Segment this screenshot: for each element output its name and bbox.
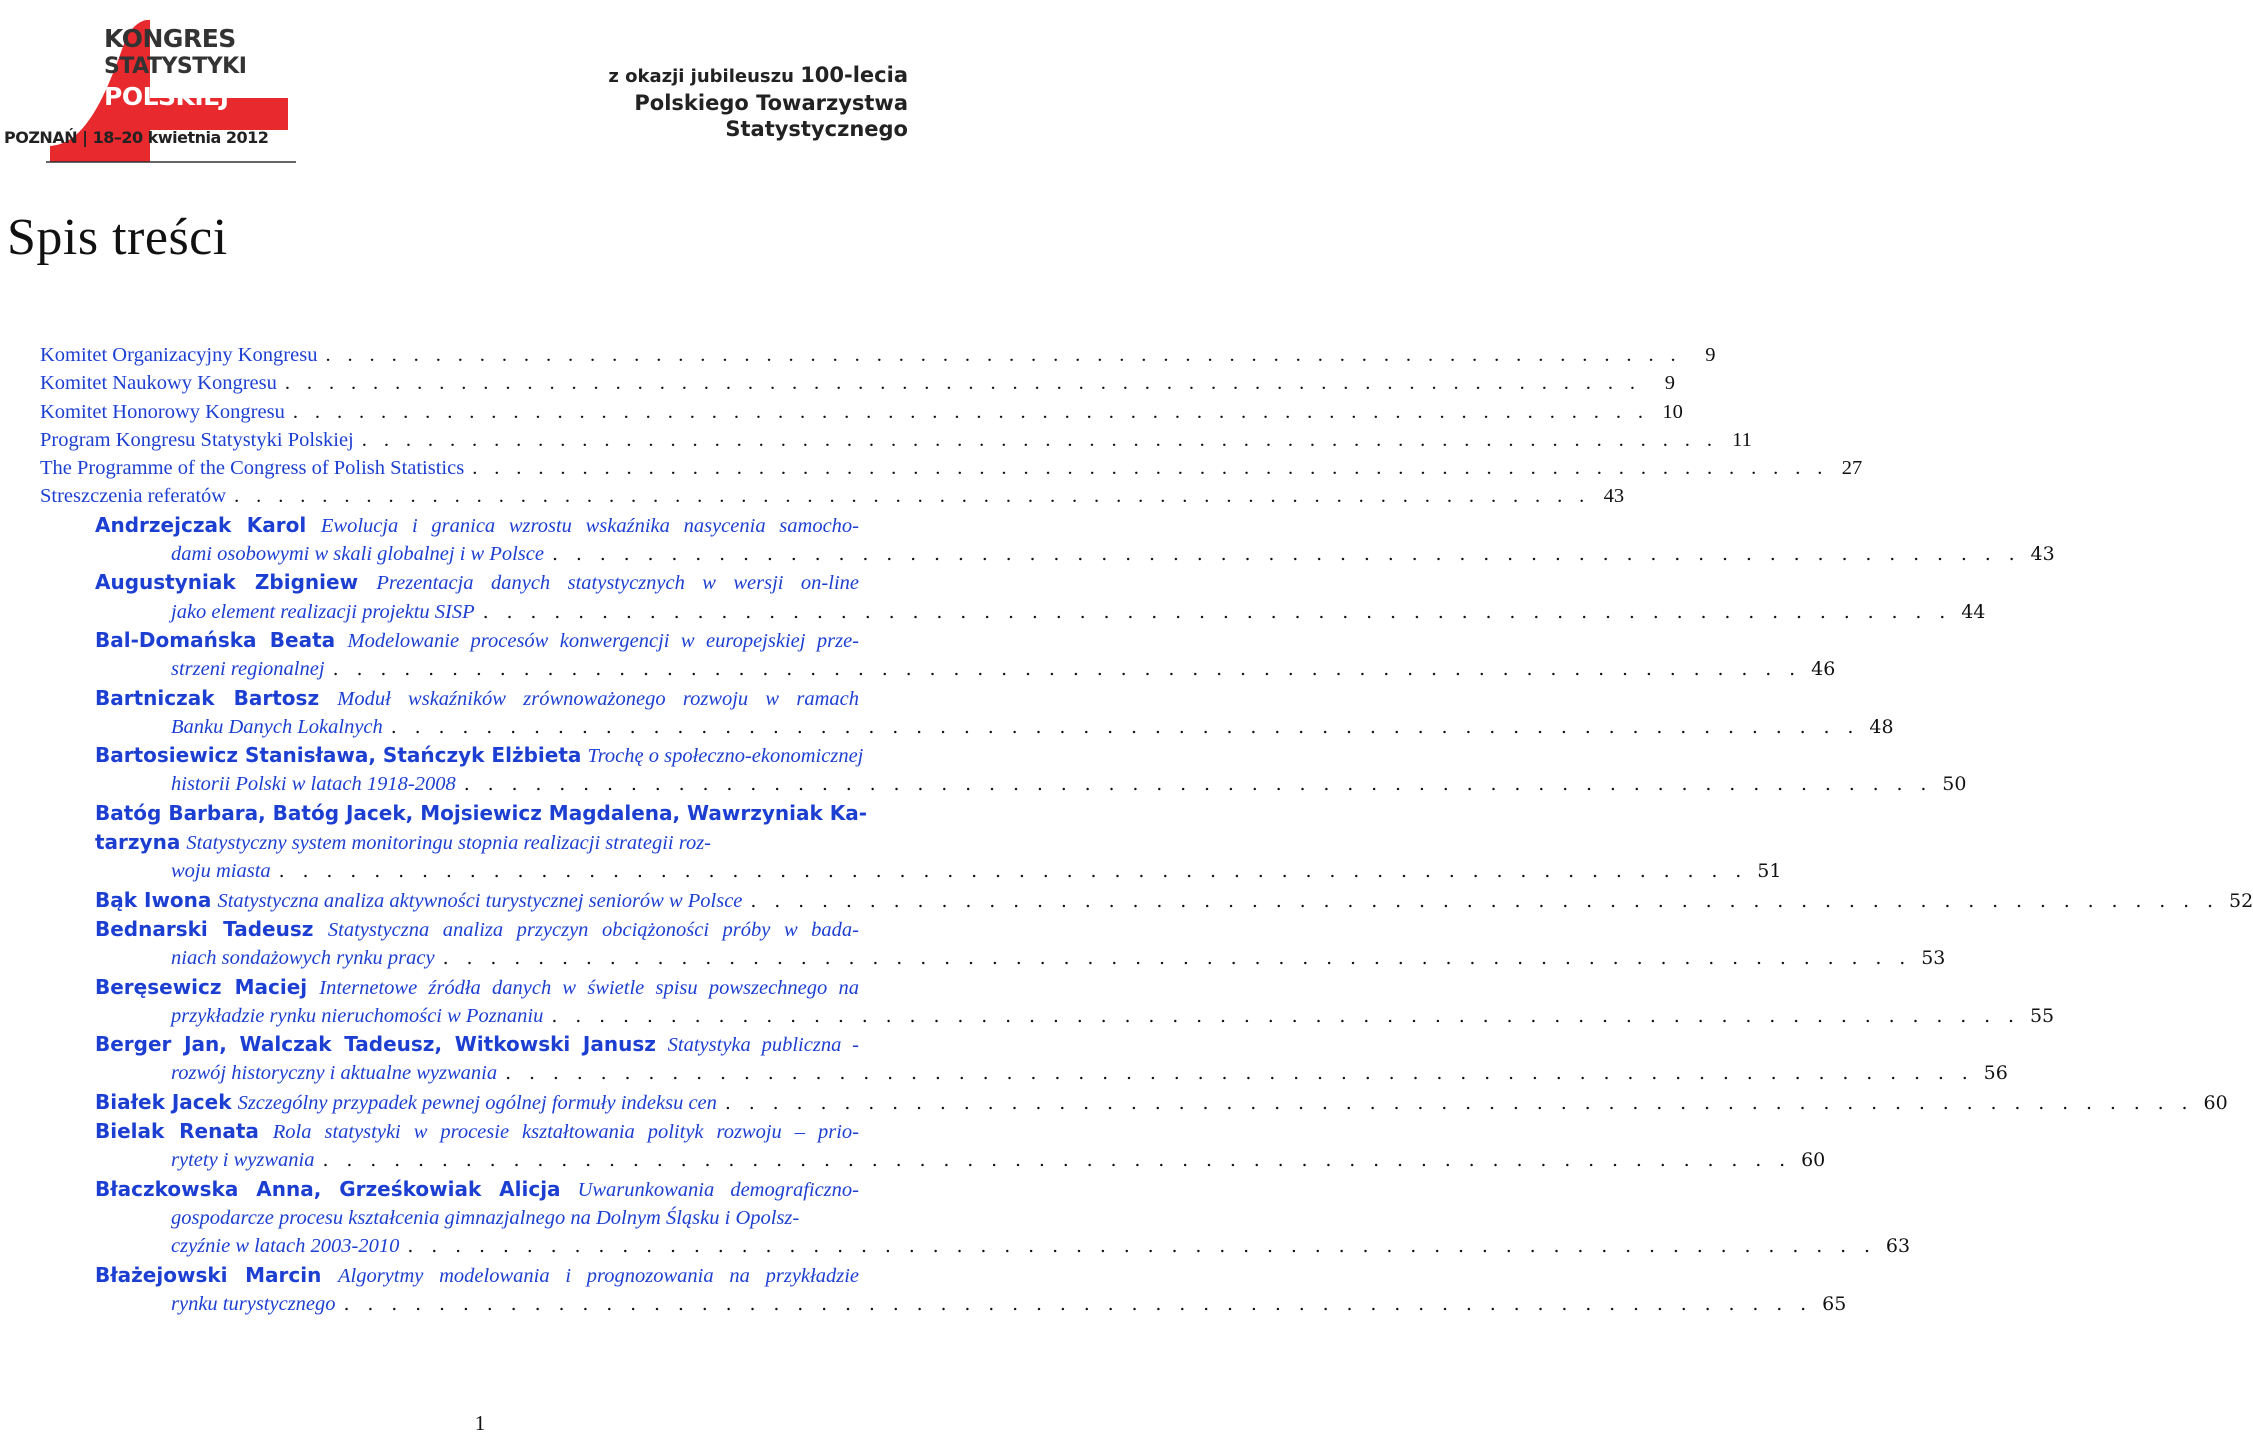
toc-leader-dots: . . . . . . . . . . . . . . . . . . . . . . . . . . . . . . . . . . . . . . . . . . . . . . . . . . . . . . . . . . . . . . xyxy=(724,1091,2194,1114)
toc-page-number: 55 xyxy=(2029,1004,2055,1027)
toc-entry-title[interactable]: Komitet Honorowy Kongresu xyxy=(40,400,285,423)
toc-subentry[interactable] xyxy=(40,1088,2228,1117)
toc-title[interactable]: rozwój historyczny i aktualne wyzwania xyxy=(171,1062,498,1085)
header xyxy=(0,0,960,180)
toc-leader-dots: . . . . . . . . . . . . . . . . . . . . . . . . . . . . . . . . . . . . . . . . . . . . . . . . . . . . . . . . . . . . . . xyxy=(551,1004,2020,1027)
toc-title[interactable]: historii Polski w latach 1918-2008 xyxy=(171,773,456,796)
toc-title[interactable]: woju miasta xyxy=(171,860,271,883)
toc-row xyxy=(95,713,1894,741)
toc-title[interactable]: gospodarcze procesu kształcenia gimnazjalnego na Dolnym Śląsku i Opolsz- xyxy=(171,1206,800,1229)
toc-subentry[interactable] xyxy=(40,568,1986,626)
toc-page-number: 48 xyxy=(1869,715,1894,738)
toc-leader-dots: . . . . . . . . . . . . . . . . . . . . . . . . . . . . . . . . . . . . . . . . . . . . . . . . . . . . . . . . . . . . . . xyxy=(292,400,1649,423)
toc-row xyxy=(95,540,2055,568)
toc-row xyxy=(95,770,1967,798)
toc-row xyxy=(95,598,1986,626)
toc-page-number: 10 xyxy=(1662,400,1683,423)
logo-line-2: STATYSTYKI xyxy=(104,54,247,79)
toc-title[interactable]: Banku Danych Lokalnych xyxy=(171,715,383,738)
logo-line-1: KONGRES xyxy=(104,24,236,53)
toc-page-number: 43 xyxy=(1603,485,1625,508)
toc-subentry-line xyxy=(95,915,859,944)
toc-page-number: 50 xyxy=(1942,773,1967,796)
toc-subentry[interactable] xyxy=(40,1175,1911,1261)
toc-subentry[interactable] xyxy=(40,886,2253,915)
jubilee-years: 100-lecia xyxy=(800,63,908,87)
toc-subentry-line xyxy=(95,886,742,915)
toc-subentry[interactable] xyxy=(40,741,1967,799)
toc-author[interactable]: Błaczkowska Anna, Grześkowiak Alicja xyxy=(95,1176,561,1201)
toc-title[interactable]: Moduł wskaźników zrównoważonego rozwoju w ramach xyxy=(337,687,859,710)
toc-entry[interactable] xyxy=(40,426,1752,454)
toc-entry-title[interactable]: Streszczenia referatów xyxy=(40,485,227,508)
toc-author[interactable]: Bal-Domańska Beata xyxy=(95,627,336,652)
toc-subentry-line xyxy=(95,973,859,1002)
toc-entry-title[interactable]: The Programme of the Congress of Polish Statistics xyxy=(40,457,465,480)
toc-leader-dots: . . . . . . . . . . . . . . . . . . . . . . . . . . . . . . . . . . . . . . . . . . . . . . . . . . . . . . . . . . . . . . xyxy=(442,947,1912,970)
toc-page-number: 56 xyxy=(1983,1062,2008,1085)
toc-row xyxy=(95,857,1782,885)
toc-entry[interactable] xyxy=(40,454,1863,482)
toc-title[interactable]: Internetowe źródła danych w świetle spisu powszechnego na xyxy=(319,976,859,999)
toc-leader-dots: . . . . . . . . . . . . . . . . . . . . . . . . . . . . . . . . . . . . . . . . . . . . . . . . . . . . . . . . . . . . . . xyxy=(390,715,1860,738)
toc-title[interactable]: strzeni regionalnej xyxy=(171,658,325,681)
toc-subentry-line xyxy=(95,1204,859,1232)
toc-author[interactable]: tarzyna xyxy=(95,830,181,855)
toc-leader-dots: . . . . . . . . . . . . . . . . . . . . . . . . . . . . . . . . . . . . . . . . . . . . . . . . . . . . . . . . . . . . . . xyxy=(234,485,1591,508)
toc-leader-dots: . . . . . . . . . . . . . . . . . . . . . . . . . . . . . . . . . . . . . . . . . . . . . . . . . . . . . . . . . . . . . . xyxy=(343,1292,1813,1315)
toc-leader-dots: . . . . . . . . . . . . . . . . . . . . . . . . . . . . . . . . . . . . . . . . . . . . . . . . . . . . . . . . . . . . . . xyxy=(407,1235,1876,1258)
toc-subentry-line xyxy=(95,1261,859,1290)
toc-title[interactable]: Rola statystyki w procesie kształtowania polityk rozwoju – prio- xyxy=(272,1121,859,1144)
toc-author[interactable]: Bąk Iwona xyxy=(95,887,212,912)
toc-leader-dots: . . . . . . . . . . . . . . . . . . . . . . . . . . . . . . . . . . . . . . . . . . . . . . . . . . . . . . . . . . . . . . xyxy=(551,543,2021,566)
toc-title[interactable]: Statystyka publiczna - xyxy=(667,1034,859,1057)
toc-title[interactable]: Szczególny przypadek pewnej ogólnej formuły indeksu cen xyxy=(237,1091,717,1114)
toc-row xyxy=(95,1059,2008,1087)
logo-line-3: POLSKIEJ xyxy=(104,82,229,111)
toc-leader-dots: . . . . . . . . . . . . . . . . . . . . . . . . . . . . . . . . . . . . . . . . . . . . . . . . . . . . . . . . . . . . . . xyxy=(278,860,1748,883)
toc-page-number: 27 xyxy=(1841,457,1863,480)
toc-leader-dots: . . . . . . . . . . . . . . . . . . . . . . . . . . . . . . . . . . . . . . . . . . . . . . . . . . . . . . . . . . . . . . xyxy=(472,457,1829,480)
toc-row xyxy=(95,944,1946,972)
toc-author[interactable]: Beręsewicz Maciej xyxy=(95,974,308,999)
toc-author[interactable]: Andrzejczak Karol xyxy=(95,512,307,537)
toc-title[interactable]: dami osobowymi w skali globalnej i w Polsce xyxy=(171,543,544,566)
toc-subentry[interactable] xyxy=(40,915,1946,973)
toc-subentry-line xyxy=(95,1117,859,1146)
toc-subentry[interactable] xyxy=(40,1117,1826,1175)
toc-row xyxy=(95,1088,2228,1117)
toc-author[interactable]: Bielak Renata xyxy=(95,1119,259,1144)
toc-title[interactable]: Statystyczny system monitoringu stopnia realizacji strategii roz- xyxy=(186,832,712,855)
toc-subentry[interactable] xyxy=(40,799,1782,886)
toc-leader-dots: . . . . . . . . . . . . . . . . . . . . . . . . . . . . . . . . . . . . . . . . . . . . . . . . . . . . . . . . . . . . . . xyxy=(332,658,1802,681)
toc-row xyxy=(40,426,1752,454)
toc-subentry-line xyxy=(95,568,859,597)
toc-entry-title[interactable]: Komitet Naukowy Kongresu xyxy=(40,372,277,395)
toc-page-number: 43 xyxy=(2030,543,2055,566)
toc-author[interactable]: Bartniczak Bartosz xyxy=(95,685,320,710)
toc-title[interactable]: Algorytmy modelowania i prognozowania na przykładzie xyxy=(337,1264,859,1287)
toc-title[interactable]: czyźnie w latach 2003-2010 xyxy=(171,1235,400,1258)
toc-entry-title[interactable]: Program Kongresu Statystyki Polskiej xyxy=(40,428,354,451)
toc-entry[interactable] xyxy=(40,341,1716,369)
toc-row xyxy=(95,1146,1826,1174)
toc-title[interactable]: Uwarunkowania demograficzno- xyxy=(577,1178,859,1201)
toc-leader-dots: . . . . . . . . . . . . . . . . . . . . . . . . . . . . . . . . . . . . . . . . . . . . . . . . . . . . . . . . . . . . . . xyxy=(482,600,1952,623)
toc-author[interactable]: Bednarski Tadeusz xyxy=(95,916,314,941)
toc-row xyxy=(40,369,1675,397)
page-number: 1 xyxy=(474,1411,486,1435)
toc-title[interactable]: Trochę o społeczno-ekonomicznej xyxy=(587,745,864,768)
toc-entry[interactable] xyxy=(40,482,1625,510)
toc-title[interactable]: Statystyczna analiza przyczyn obciążoności próby w bada- xyxy=(327,918,859,941)
toc-subentry-line xyxy=(95,684,859,713)
page-title: Spis treści xyxy=(7,209,228,266)
toc-title[interactable]: Prezentacja danych statystycznych w wersji on-line xyxy=(376,572,859,595)
toc-row xyxy=(40,398,1683,426)
toc-page-number: 63 xyxy=(1885,1235,1911,1258)
toc-page-number: 44 xyxy=(1961,600,1986,623)
toc-author[interactable]: Bartosiewicz Stanisława, Stańczyk Elżbieta xyxy=(95,743,582,768)
toc-leader-dots: . . . . . . . . . . . . . . . . . . . . . . . . . . . . . . . . . . . . . . . . . . . . . . . . . . . . . . . . . . . . . . xyxy=(322,1149,1792,1172)
toc-row xyxy=(95,1290,1847,1318)
toc-row xyxy=(95,1232,1911,1260)
toc-title[interactable]: niach sondażowych rynku pracy xyxy=(171,947,435,970)
toc-author[interactable]: Białek Jacek xyxy=(95,1089,232,1114)
toc-row xyxy=(95,655,1836,683)
toc-leader-dots: . . . . . . . . . . . . . . . . . . . . . . . . . . . . . . . . . . . . . . . . . . . . . . . . . . . . . . . . . . . . . . xyxy=(325,344,1682,366)
toc-title[interactable]: Statystyczna analiza aktywności turystycznej seniorów w Polsce xyxy=(217,889,743,912)
toc-title[interactable]: rynku turystycznego xyxy=(171,1292,336,1315)
toc-author[interactable]: Berger Jan, Walczak Tadeusz, Witkowski Janusz xyxy=(95,1032,656,1057)
jubilee-text xyxy=(608,62,908,142)
jubilee-line-3: Statystycznego xyxy=(725,117,908,141)
toc-title[interactable]: rytety i wyzwania xyxy=(171,1149,315,1172)
toc-subentry-line xyxy=(95,1088,717,1117)
toc-page-number: 65 xyxy=(1822,1292,1847,1315)
toc-subentry-line xyxy=(95,1030,859,1059)
toc-title[interactable]: Modelowanie procesów konwergencji w europejskiej prze- xyxy=(347,629,859,652)
toc-page-number: 11 xyxy=(1732,428,1752,451)
logo-date: POZNAŃ | 18–20 kwietnia 2012 xyxy=(4,128,269,147)
toc-subentry[interactable] xyxy=(40,626,1836,684)
toc-row xyxy=(95,1002,2055,1030)
jubilee-line-2: Polskiego Towarzystwa xyxy=(634,91,908,115)
toc-leader-dots: . . . . . . . . . . . . . . . . . . . . . . . . . . . . . . . . . . . . . . . . . . . . . . . . . . . . . . . . . . . . . . xyxy=(463,773,1933,796)
toc-leader-dots: . . . . . . . . . . . . . . . . . . . . . . . . . . . . . . . . . . . . . . . . . . . . . . . . . . . . . . . . . . . . . . xyxy=(284,372,1641,395)
toc-entry[interactable] xyxy=(40,398,1683,426)
table-of-contents xyxy=(40,341,2253,1318)
toc-leader-dots: . . . . . . . . . . . . . . . . . . . . . . . . . . . . . . . . . . . . . . . . . . . . . . . . . . . . . . . . . . . . . . xyxy=(361,428,1718,451)
toc-title[interactable]: jako element realizacji projektu SISP xyxy=(171,600,475,623)
toc-row xyxy=(95,886,2253,915)
toc-author[interactable]: Augustyniak Zbigniew xyxy=(95,570,359,595)
toc-subentry-line xyxy=(95,1175,859,1204)
toc-page-number: 53 xyxy=(1921,947,1946,970)
toc-leader-dots: . . . . . . . . . . . . . . . . . . . . . . . . . . . . . . . . . . . . . . . . . . . . . . . . . . . . . . . . . . . . . . xyxy=(505,1062,1974,1085)
toc-page-number: 9 xyxy=(1664,372,1675,395)
toc-author[interactable]: Batóg Barbara, Batóg Jacek, Mojsiewicz Magdalena, Wawrzyniak Ka- xyxy=(95,800,868,825)
toc-subentry-line xyxy=(95,799,868,828)
toc-title[interactable]: Ewolucja i granica wzrostu wskaźnika nasycenia samocho- xyxy=(320,514,859,537)
toc-page-number: 46 xyxy=(1811,658,1836,681)
toc-title[interactable]: przykładzie rynku nieruchomości w Poznaniu xyxy=(171,1004,544,1027)
toc-subentry[interactable] xyxy=(40,1261,1847,1319)
toc-leader-dots: . . . . . . . . . . . . . . . . . . . . . . . . . . . . . . . . . . . . . . . . . . . . . . . . . . . . . . . . . . . . . . xyxy=(750,889,2219,912)
toc-subentry-line xyxy=(95,626,859,655)
toc-page-number: 9 xyxy=(1705,344,1716,366)
toc-subentry[interactable] xyxy=(40,684,1894,742)
toc-subentry-line xyxy=(95,741,864,770)
toc-subentry[interactable] xyxy=(40,1030,2008,1088)
toc-page-number: 60 xyxy=(1801,1149,1826,1172)
toc-subentry[interactable] xyxy=(40,973,2055,1031)
toc-subentry-line xyxy=(95,828,859,857)
toc-author[interactable]: Błażejowski Marcin xyxy=(95,1262,322,1287)
jubilee-prefix: z okazji jubileuszu xyxy=(608,66,794,87)
toc-subentry-line xyxy=(95,511,859,540)
toc-row xyxy=(40,341,1716,369)
toc-row xyxy=(40,454,1863,482)
toc-entry-title[interactable]: Komitet Organizacyjny Kongresu xyxy=(40,344,318,366)
toc-entry[interactable] xyxy=(40,369,1675,397)
toc-page-number: 60 xyxy=(2203,1091,2228,1114)
toc-row xyxy=(40,482,1625,510)
toc-page-number: 52 xyxy=(2228,889,2253,912)
toc-page-number: 51 xyxy=(1757,860,1782,883)
toc-subentry[interactable] xyxy=(40,511,2055,569)
